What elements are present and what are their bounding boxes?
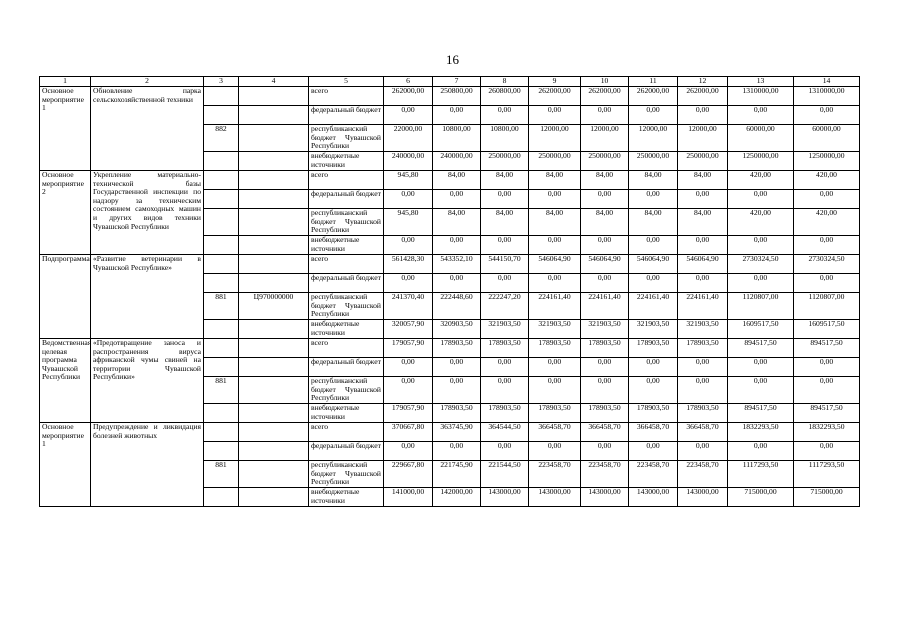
table-row [40,87,860,106]
column-header: 5 [309,77,384,87]
value-cell: 945,80 [384,209,433,236]
value-cell: 240000,00 [433,152,481,171]
value-cell: 0,00 [529,190,581,209]
value-cell: 894517,50 [794,339,860,358]
value-cell: 420,00 [728,171,794,190]
value-cell: 0,00 [794,358,860,377]
value-cell: 262000,00 [529,87,581,106]
value-cell: 12000,00 [678,125,728,152]
value-cell: 223458,70 [629,461,678,488]
value-cell: 224161,40 [678,293,728,320]
funding-source-cell: внебюджетные источники [309,236,384,255]
funding-source-cell: федеральный бюджет [309,106,384,125]
value-cell: 363745,90 [433,423,481,442]
value-cell: 0,00 [728,442,794,461]
value-cell: 894517,50 [728,339,794,358]
funding-source-cell: внебюджетные источники [309,320,384,339]
value-cell: 84,00 [581,209,629,236]
funding-source-cell: федеральный бюджет [309,442,384,461]
value-cell: 84,00 [433,171,481,190]
value-cell: 0,00 [581,190,629,209]
value-cell: 141000,00 [384,488,433,507]
value-cell: 250000,00 [481,152,529,171]
value-cell: 0,00 [481,236,529,255]
program-description-cell: «Предотвращение заноса и распространения вируса африканской чумы свиней на территории Чувашской Республики» [91,339,204,423]
column-header-row [40,77,860,87]
value-cell: 0,00 [581,236,629,255]
value-cell: 945,80 [384,171,433,190]
value-cell: 0,00 [629,274,678,293]
value-cell: 1117293,50 [728,461,794,488]
value-cell: 10800,00 [433,125,481,152]
value-cell: 0,00 [433,106,481,125]
budget-code-cell [239,461,309,488]
value-cell: 178903,50 [678,404,728,423]
value-cell: 1310000,00 [728,87,794,106]
column-header: 8 [481,77,529,87]
value-cell: 250000,00 [581,152,629,171]
value-cell: 260800,00 [481,87,529,106]
grbs-code-cell: 881 [204,461,239,488]
value-cell: 715000,00 [794,488,860,507]
value-cell: 1117293,50 [794,461,860,488]
funding-source-cell: всего [309,87,384,106]
value-cell: 12000,00 [581,125,629,152]
value-cell: 178903,50 [581,404,629,423]
value-cell: 84,00 [433,209,481,236]
value-cell: 179057,90 [384,339,433,358]
value-cell: 0,00 [728,358,794,377]
value-cell: 84,00 [481,209,529,236]
value-cell: 543352,10 [433,255,481,274]
value-cell: 178903,50 [581,339,629,358]
column-header: 13 [728,77,794,87]
budget-code-cell [239,106,309,125]
value-cell: 366458,70 [629,423,678,442]
value-cell: 84,00 [629,171,678,190]
value-cell: 223458,70 [678,461,728,488]
value-cell: 0,00 [629,442,678,461]
value-cell: 10800,00 [481,125,529,152]
budget-code-cell [239,339,309,358]
value-cell: 143000,00 [581,488,629,507]
funding-source-cell: внебюджетные источники [309,488,384,507]
budget-code-cell [239,209,309,236]
value-cell: 60000,00 [728,125,794,152]
funding-source-cell: всего [309,339,384,358]
value-cell: 224161,40 [529,293,581,320]
program-description-cell: Обновление парка сельскохозяйственной техники [91,87,204,171]
value-cell: 0,00 [581,274,629,293]
grbs-code-cell: 881 [204,377,239,404]
grbs-code-cell [204,171,239,190]
value-cell: 320903,50 [433,320,481,339]
value-cell: 223458,70 [529,461,581,488]
value-cell: 241370,40 [384,293,433,320]
budget-table [39,76,860,507]
value-cell: 84,00 [678,171,728,190]
value-cell: 178903,50 [629,339,678,358]
value-cell: 221544,50 [481,461,529,488]
grbs-code-cell [204,152,239,171]
value-cell: 178903,50 [529,339,581,358]
value-cell: 178903,50 [529,404,581,423]
value-cell: 2730324,50 [794,255,860,274]
value-cell: 0,00 [678,358,728,377]
value-cell: 262000,00 [629,87,678,106]
value-cell: 420,00 [794,209,860,236]
value-cell: 0,00 [728,106,794,125]
value-cell: 0,00 [678,236,728,255]
funding-source-cell: федеральный бюджет [309,274,384,293]
value-cell: 321903,50 [481,320,529,339]
value-cell: 894517,50 [728,404,794,423]
value-cell: 0,00 [384,274,433,293]
budget-code-cell [239,358,309,377]
column-header: 1 [40,77,91,87]
value-cell: 143000,00 [529,488,581,507]
program-description-cell: Предупреждение и ликвидация болезней животных [91,423,204,507]
grbs-code-cell [204,488,239,507]
value-cell: 894517,50 [794,404,860,423]
value-cell: 321903,50 [629,320,678,339]
program-type-cell: Основное мероприятие 1 [40,423,91,507]
value-cell: 0,00 [678,377,728,404]
value-cell: 262000,00 [384,87,433,106]
value-cell: 0,00 [529,236,581,255]
value-cell: 84,00 [481,171,529,190]
value-cell: 0,00 [433,236,481,255]
value-cell: 12000,00 [529,125,581,152]
value-cell: 0,00 [433,274,481,293]
value-cell: 544150,70 [481,255,529,274]
value-cell: 0,00 [481,377,529,404]
value-cell: 0,00 [678,106,728,125]
value-cell: 60000,00 [794,125,860,152]
value-cell: 240000,00 [384,152,433,171]
value-cell: 0,00 [794,106,860,125]
value-cell: 561428,30 [384,255,433,274]
value-cell: 1609517,50 [728,320,794,339]
column-header: 6 [384,77,433,87]
grbs-code-cell [204,255,239,274]
grbs-code-cell [204,358,239,377]
budget-code-cell [239,255,309,274]
value-cell: 321903,50 [581,320,629,339]
grbs-code-cell [204,442,239,461]
value-cell: 0,00 [433,190,481,209]
grbs-code-cell [204,236,239,255]
value-cell: 179057,90 [384,404,433,423]
value-cell: 0,00 [581,358,629,377]
page-number: 16 [446,52,459,67]
value-cell: 0,00 [529,442,581,461]
value-cell: 546064,90 [678,255,728,274]
budget-code-cell [239,87,309,106]
value-cell: 366458,70 [581,423,629,442]
value-cell: 1250000,00 [728,152,794,171]
column-header: 10 [581,77,629,87]
value-cell: 715000,00 [728,488,794,507]
value-cell: 0,00 [529,358,581,377]
grbs-code-cell [204,339,239,358]
budget-code-cell [239,442,309,461]
value-cell: 84,00 [678,209,728,236]
value-cell: 0,00 [728,236,794,255]
funding-source-cell: всего [309,171,384,190]
value-cell: 178903,50 [433,339,481,358]
value-cell: 0,00 [384,358,433,377]
funding-source-cell: внебюджетные источники [309,404,384,423]
value-cell: 0,00 [678,190,728,209]
value-cell: 0,00 [481,358,529,377]
funding-source-cell: всего [309,255,384,274]
value-cell: 0,00 [481,274,529,293]
value-cell: 250000,00 [529,152,581,171]
value-cell: 0,00 [581,442,629,461]
value-cell: 364544,50 [481,423,529,442]
table-body [40,87,860,507]
value-cell: 22000,00 [384,125,433,152]
column-header: 9 [529,77,581,87]
funding-source-cell: республиканский бюджет Чувашской Республики [309,209,384,236]
value-cell: 0,00 [629,358,678,377]
budget-code-cell: Ц970000000 [239,293,309,320]
column-header: 14 [794,77,860,87]
value-cell: 366458,70 [678,423,728,442]
funding-source-cell: республиканский бюджет Чувашской Республики [309,461,384,488]
value-cell: 178903,50 [433,404,481,423]
budget-code-cell [239,171,309,190]
value-cell: 0,00 [678,442,728,461]
value-cell: 178903,50 [481,404,529,423]
value-cell: 84,00 [529,171,581,190]
budget-code-cell [239,377,309,404]
value-cell: 143000,00 [678,488,728,507]
value-cell: 229667,80 [384,461,433,488]
value-cell: 0,00 [384,442,433,461]
value-cell: 366458,70 [529,423,581,442]
value-cell: 0,00 [678,274,728,293]
column-header: 2 [91,77,204,87]
value-cell: 0,00 [481,106,529,125]
value-cell: 0,00 [794,274,860,293]
budget-code-cell [239,488,309,507]
value-cell: 142000,00 [433,488,481,507]
value-cell: 0,00 [433,442,481,461]
value-cell: 1120807,00 [728,293,794,320]
value-cell: 178903,50 [481,339,529,358]
value-cell: 0,00 [481,442,529,461]
value-cell: 84,00 [529,209,581,236]
table-row [40,339,860,358]
budget-code-cell [239,423,309,442]
value-cell: 0,00 [728,377,794,404]
value-cell: 0,00 [728,190,794,209]
value-cell: 0,00 [384,236,433,255]
column-header: 4 [239,77,309,87]
program-type-cell: Подпрограмма [40,255,91,339]
value-cell: 143000,00 [481,488,529,507]
column-header: 11 [629,77,678,87]
funding-source-cell: республиканский бюджет Чувашской Республики [309,377,384,404]
value-cell: 0,00 [794,190,860,209]
value-cell: 546064,90 [581,255,629,274]
value-cell: 420,00 [728,209,794,236]
program-type-cell: Основное мероприятие 1 [40,87,91,171]
column-header: 12 [678,77,728,87]
value-cell: 0,00 [794,377,860,404]
value-cell: 262000,00 [581,87,629,106]
value-cell: 370667,80 [384,423,433,442]
value-cell: 1832293,50 [794,423,860,442]
value-cell: 224161,40 [629,293,678,320]
grbs-code-cell: 882 [204,125,239,152]
table-row [40,171,860,190]
value-cell: 0,00 [794,236,860,255]
value-cell: 420,00 [794,171,860,190]
grbs-code-cell [204,190,239,209]
column-header: 7 [433,77,481,87]
value-cell: 222448,60 [433,293,481,320]
value-cell: 1310000,00 [794,87,860,106]
budget-code-cell [239,125,309,152]
value-cell: 224161,40 [581,293,629,320]
funding-source-cell: республиканский бюджет Чувашской Республики [309,293,384,320]
value-cell: 0,00 [629,377,678,404]
value-cell: 1609517,50 [794,320,860,339]
value-cell: 0,00 [629,190,678,209]
value-cell: 223458,70 [581,461,629,488]
program-description-cell: «Развитие ветеринарии в Чувашской Республике» [91,255,204,339]
value-cell: 250800,00 [433,87,481,106]
value-cell: 546064,90 [529,255,581,274]
value-cell: 0,00 [433,377,481,404]
value-cell: 0,00 [529,377,581,404]
value-cell: 0,00 [384,377,433,404]
grbs-code-cell [204,87,239,106]
budget-code-cell [239,274,309,293]
value-cell: 0,00 [581,377,629,404]
program-type-cell: Ведомственная целевая программа Чувашской Республики [40,339,91,423]
value-cell: 0,00 [529,274,581,293]
value-cell: 0,00 [529,106,581,125]
value-cell: 321903,50 [529,320,581,339]
grbs-code-cell [204,209,239,236]
budget-code-cell [239,320,309,339]
column-header: 3 [204,77,239,87]
value-cell: 1832293,50 [728,423,794,442]
value-cell: 250000,00 [678,152,728,171]
value-cell: 0,00 [794,442,860,461]
funding-source-cell: федеральный бюджет [309,358,384,377]
value-cell: 250000,00 [629,152,678,171]
value-cell: 1250000,00 [794,152,860,171]
funding-source-cell: федеральный бюджет [309,190,384,209]
budget-code-cell [239,236,309,255]
table-row [40,255,860,274]
value-cell: 84,00 [581,171,629,190]
value-cell: 2730324,50 [728,255,794,274]
value-cell: 320057,90 [384,320,433,339]
value-cell: 222247,20 [481,293,529,320]
grbs-code-cell [204,404,239,423]
value-cell: 178903,50 [629,404,678,423]
program-description-cell: Укрепление материально-технической базы Государственной инспекции по надзору за техническим состоянием самоходных машин и других видов техники Чувашской Республики [91,171,204,255]
program-type-cell: Основное мероприятие 2 [40,171,91,255]
value-cell: 84,00 [629,209,678,236]
value-cell: 0,00 [433,358,481,377]
value-cell: 546064,90 [629,255,678,274]
value-cell: 221745,90 [433,461,481,488]
grbs-code-cell [204,106,239,125]
grbs-code-cell [204,274,239,293]
funding-source-cell: республиканский бюджет Чувашской Республики [309,125,384,152]
value-cell: 1120807,00 [794,293,860,320]
budget-code-cell [239,404,309,423]
value-cell: 0,00 [629,106,678,125]
value-cell: 0,00 [581,106,629,125]
grbs-code-cell [204,320,239,339]
grbs-code-cell [204,423,239,442]
value-cell: 0,00 [384,190,433,209]
value-cell: 12000,00 [629,125,678,152]
value-cell: 143000,00 [629,488,678,507]
value-cell: 178903,50 [678,339,728,358]
value-cell: 262000,00 [678,87,728,106]
budget-code-cell [239,152,309,171]
funding-source-cell: всего [309,423,384,442]
value-cell: 0,00 [384,106,433,125]
funding-source-cell: внебюджетные источники [309,152,384,171]
table-row [40,423,860,442]
budget-code-cell [239,190,309,209]
grbs-code-cell: 881 [204,293,239,320]
value-cell: 0,00 [481,190,529,209]
value-cell: 0,00 [728,274,794,293]
value-cell: 321903,50 [678,320,728,339]
value-cell: 0,00 [629,236,678,255]
